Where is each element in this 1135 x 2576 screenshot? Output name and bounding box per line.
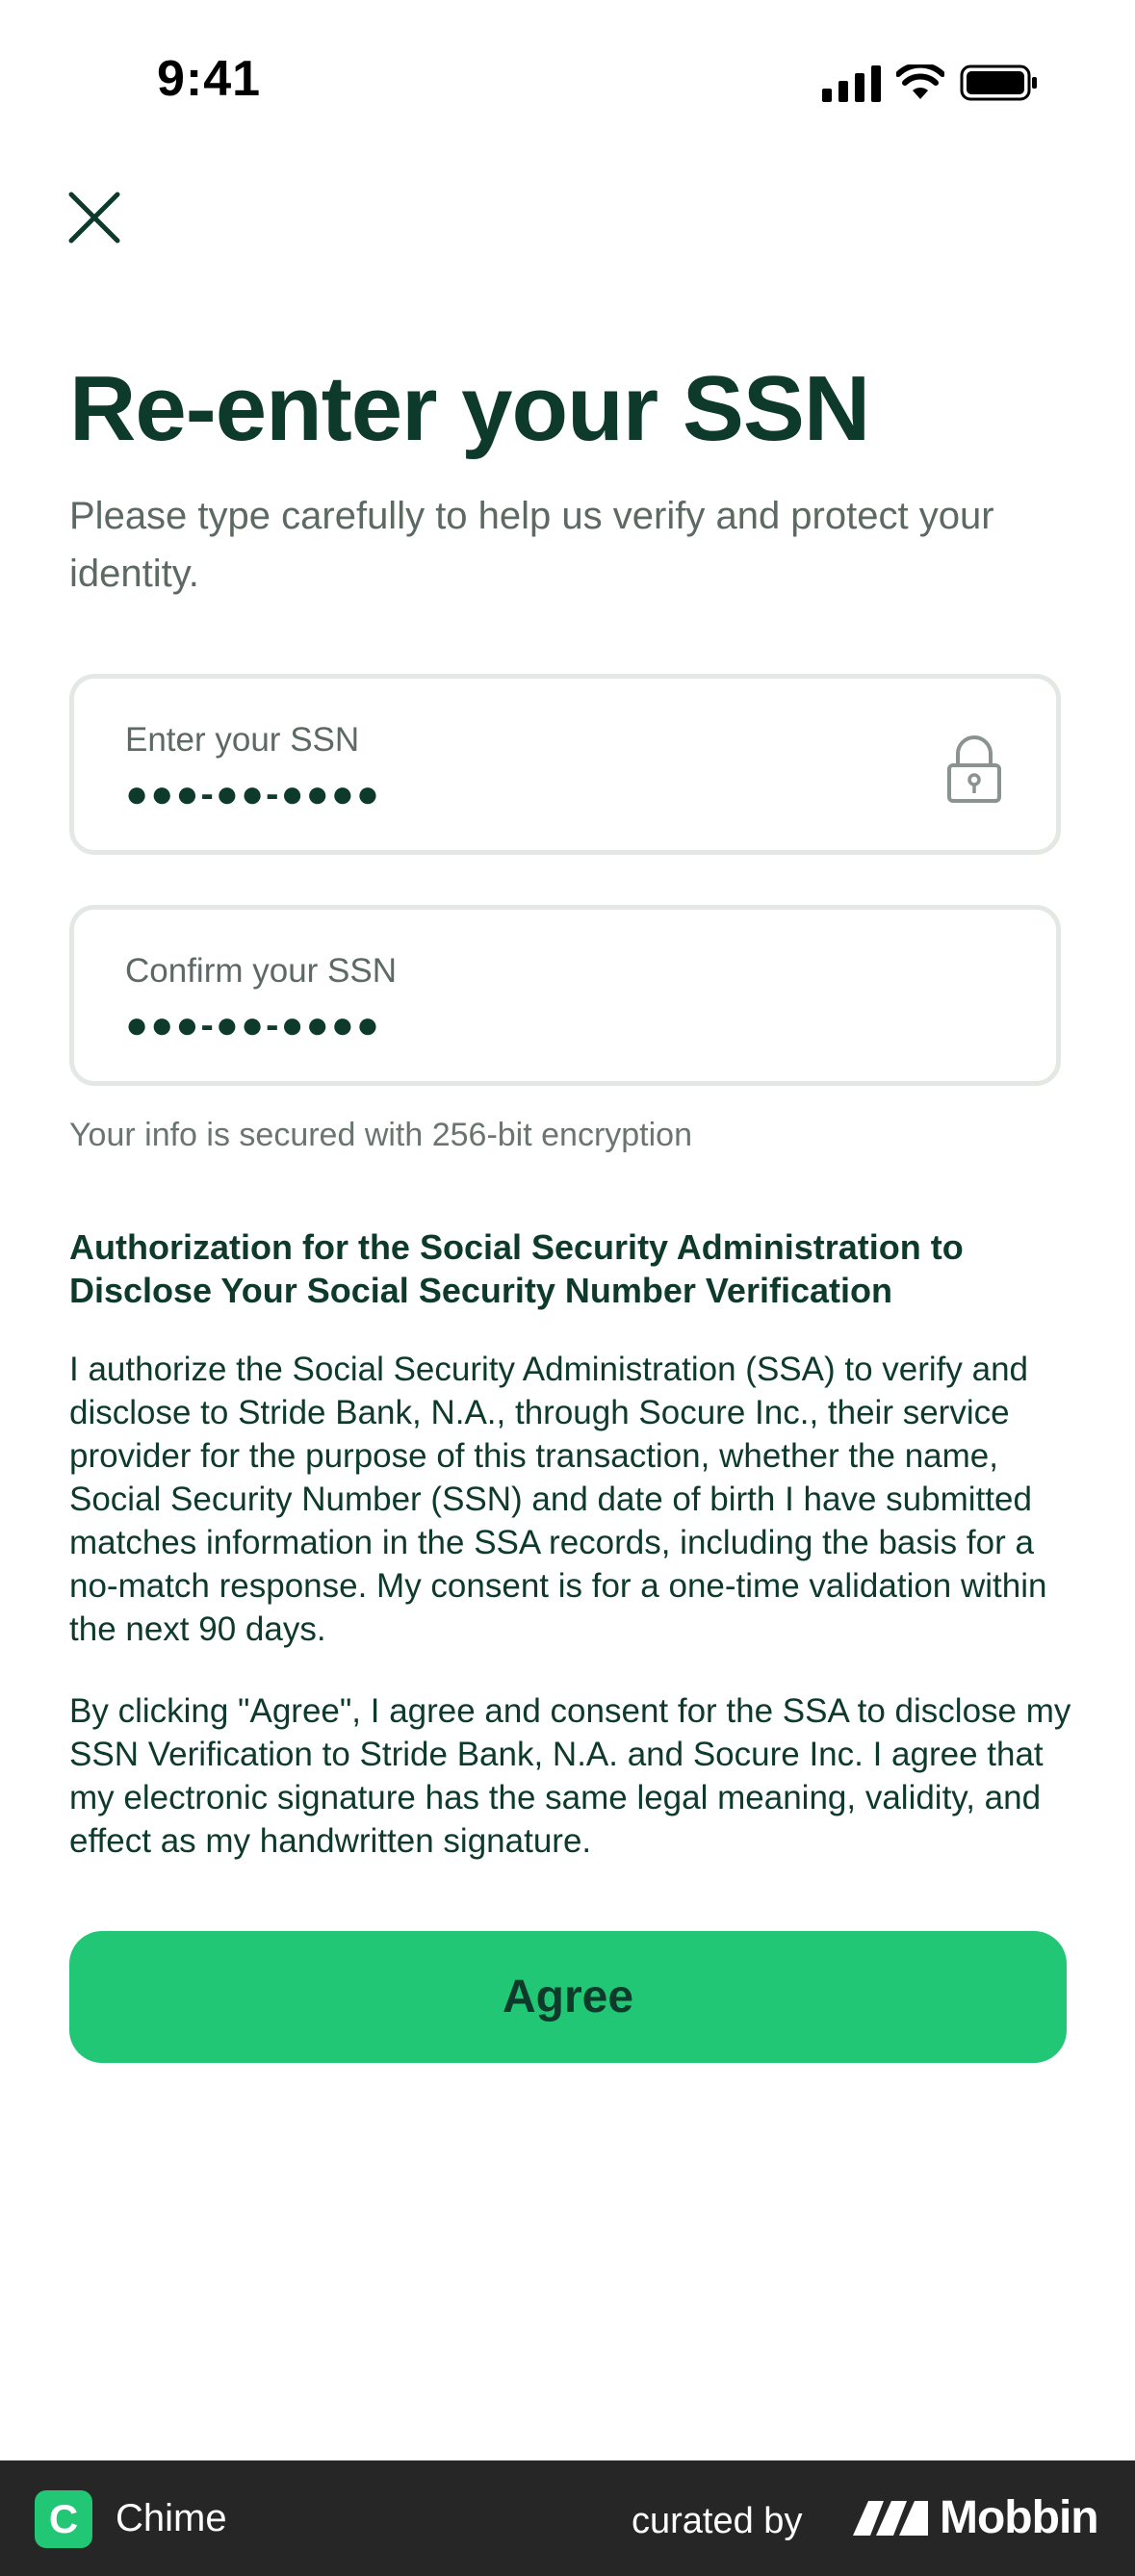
lock-icon (946, 734, 1002, 804)
signal-icon (822, 64, 881, 102)
confirm-ssn-input-value: ●●●-●●-●●●● (125, 1004, 382, 1046)
confirm-ssn-input[interactable] (69, 905, 1061, 1086)
confirm-ssn-input-label: Confirm your SSN (125, 952, 398, 990)
ssn-input[interactable] (69, 674, 1061, 855)
curated-by-label: curated by (632, 2501, 803, 2541)
footer-bar (0, 2460, 1135, 2576)
ssn-input-label: Enter your SSN (125, 721, 360, 759)
status-icons (822, 64, 1039, 102)
page-title: Re-enter your SSN (69, 357, 870, 460)
mobbin-brand: Mobbin (940, 2492, 1098, 2543)
close-icon (65, 189, 123, 246)
authorization-paragraph-2: By clicking "Agree", I agree and consent for the SSA to disclose my SSN Verification to Stride Bank, N.A. and Socure Inc. I agree that my electronic signature has the same legal meaning, validity, and effect as my handwritten signature. (69, 1692, 1071, 1860)
battery-icon (960, 64, 1039, 101)
footer-app-name: Chime (116, 2497, 227, 2539)
mobbin-logo-icon (851, 2497, 932, 2537)
wifi-icon (896, 64, 944, 101)
chime-logo: C (35, 2490, 92, 2548)
ssn-input-value: ●●●-●●-●●●● (125, 773, 382, 815)
close-button[interactable] (65, 189, 123, 246)
authorization-title: Authorization for the Social Security Administration to Disclose Your Social Security Number Verification (69, 1227, 964, 1310)
agree-button[interactable]: Agree (69, 1931, 1067, 2063)
encryption-note: Your info is secured with 256-bit encryption (69, 1117, 692, 1153)
status-bar (0, 0, 1135, 144)
authorization-paragraph-1: I authorize the Social Security Administration (SSA) to verify and disclose to Stride Bank, N.A., through Socure Inc., their service provider for the purpose of this transaction, whether the name, Social Security Number (SSN) and date of birth I have submitted matches information in the SSA records, including the basis for a no-match response. My consent is for a one-time validation within the next 90 days. (69, 1351, 1047, 1648)
page-subtitle: Please type carefully to help us verify and protect your identity. (69, 495, 994, 595)
status-time: 9:41 (157, 51, 262, 107)
